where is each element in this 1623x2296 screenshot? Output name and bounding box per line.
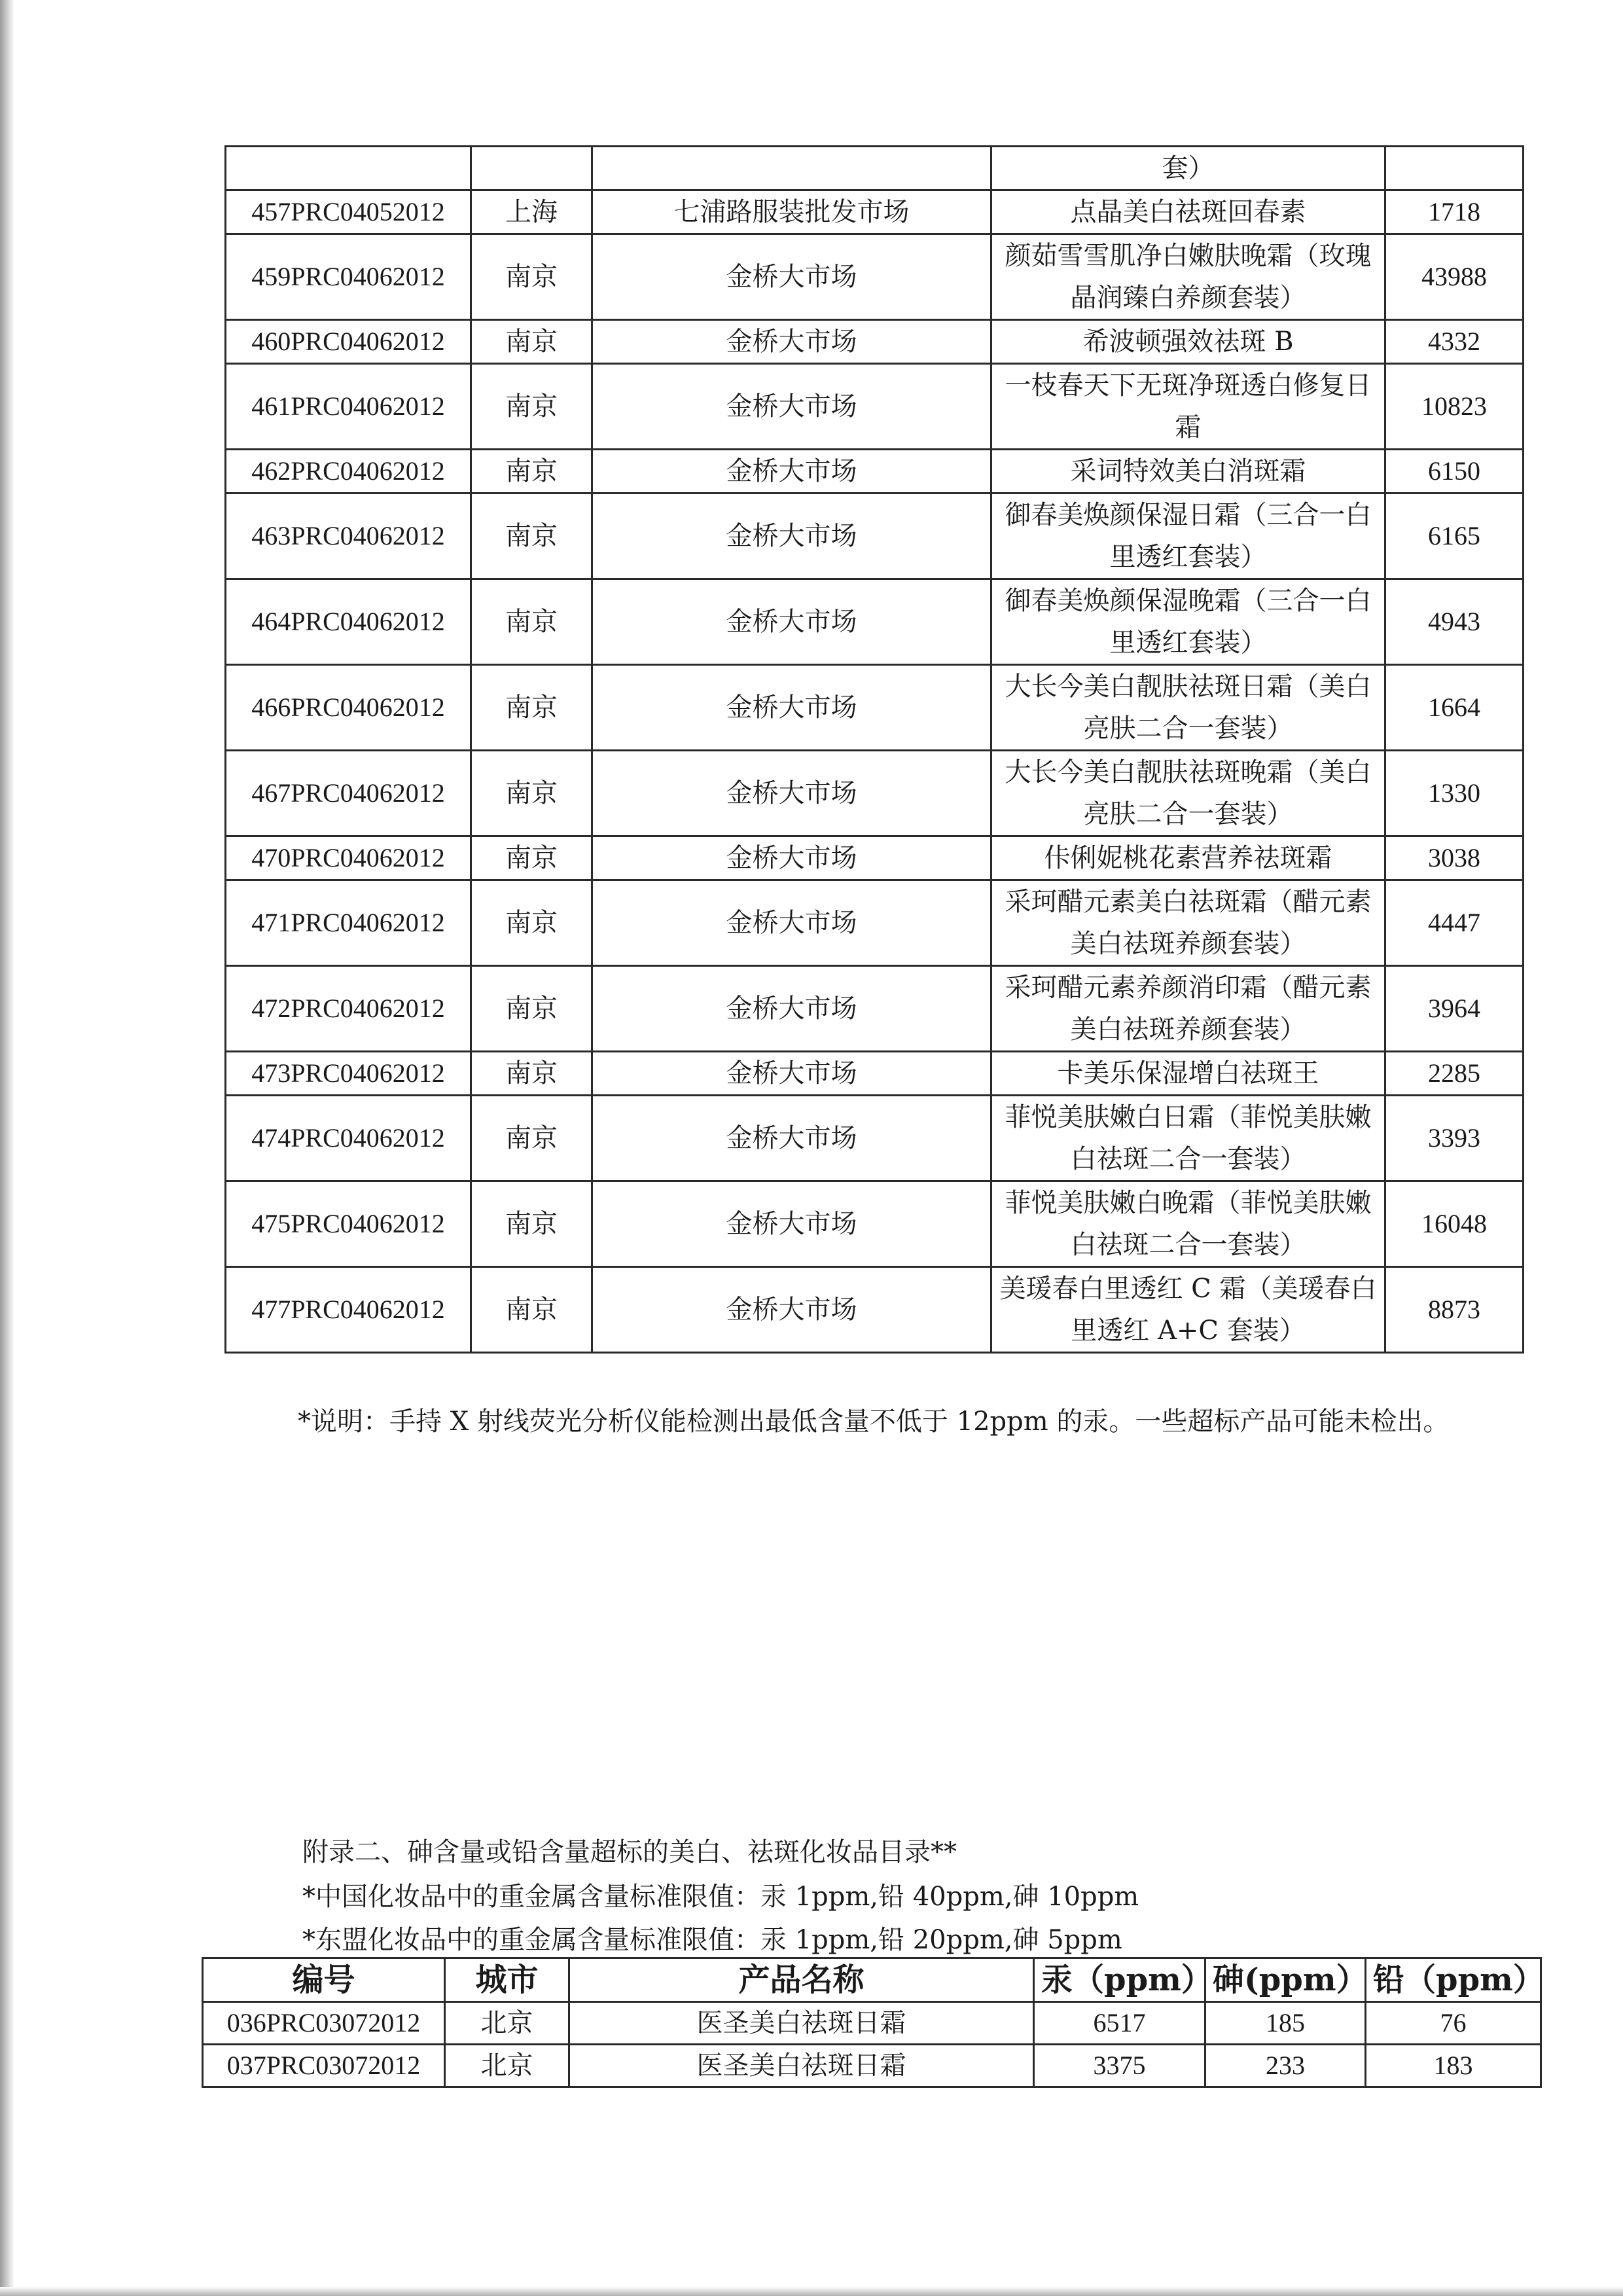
cell-mercury: 3375 (1034, 2045, 1205, 2087)
table-row (226, 147, 1524, 190)
cell-code: 463PRC04062012 (226, 493, 471, 579)
table-row (226, 450, 1524, 493)
cell-product: 卡美乐保湿增白祛斑王 (991, 1052, 1385, 1096)
cell-market: 金桥大市场 (592, 751, 991, 836)
cell-city: 北京 (445, 2045, 569, 2087)
cell-market: 金桥大市场 (592, 665, 991, 751)
cell-product: 希波顿强效祛斑 B (991, 320, 1385, 364)
table-row (226, 493, 1524, 579)
cell-mercury: 2285 (1385, 1052, 1524, 1096)
cell-city: 南京 (471, 836, 592, 880)
table-row (226, 234, 1524, 320)
cell-product: 御春美焕颜保湿晚霜（三合一白里透红套装） (991, 579, 1385, 665)
cell-product: 套） (991, 147, 1385, 190)
cell-mercury: 16048 (1385, 1181, 1524, 1267)
cell-code: 462PRC04062012 (226, 450, 471, 493)
table-row (226, 579, 1524, 665)
table-row (226, 665, 1524, 751)
cell-product: 佧俐妮桃花素营养祛斑霜 (991, 836, 1385, 880)
cell-city: 南京 (471, 1267, 592, 1353)
cell-market: 金桥大市场 (592, 836, 991, 880)
header-code: 编号 (203, 1958, 445, 2002)
table-row (226, 836, 1524, 880)
scan-edge (0, 0, 14, 2296)
header-lead: 铅（ppm） (1366, 1958, 1541, 2002)
cell-mercury: 43988 (1385, 234, 1524, 320)
cell-mercury: 4447 (1385, 880, 1524, 966)
table-row (203, 2045, 1541, 2087)
cell-code: 471PRC04062012 (226, 880, 471, 966)
cell-product: 大长今美白靓肤祛斑日霜（美白亮肤二合一套装） (991, 665, 1385, 751)
cell-mercury: 1664 (1385, 665, 1524, 751)
scan-edge (0, 2287, 1623, 2296)
cell-city: 南京 (471, 450, 592, 493)
cell-lead: 76 (1366, 2002, 1541, 2045)
cell-market: 金桥大市场 (592, 1181, 991, 1267)
table-row (226, 1096, 1524, 1181)
cell-product: 御春美焕颜保湿日霜（三合一白里透红套装） (991, 493, 1385, 579)
table-header-row (203, 1958, 1541, 2002)
cell-mercury (1385, 147, 1524, 190)
table-row (226, 1267, 1524, 1353)
cell-mercury: 4332 (1385, 320, 1524, 364)
cell-product: 菲悦美肤嫩白晚霜（菲悦美肤嫩白祛斑二合一套装） (991, 1181, 1385, 1267)
table-row (226, 751, 1524, 836)
header-city: 城市 (445, 1958, 569, 2002)
cell-code: 036PRC03072012 (203, 2002, 445, 2045)
cell-code (226, 147, 471, 190)
cell-product: 采珂醋元素养颜消印霜（醋元素美白祛斑养颜套装） (991, 966, 1385, 1052)
cell-mercury: 6165 (1385, 493, 1524, 579)
cell-city: 北京 (445, 2002, 569, 2045)
cell-city (471, 147, 592, 190)
cell-product: 美瑗春白里透红 C 霜（美瑗春白里透红 A+C 套装） (991, 1267, 1385, 1353)
cell-product: 大长今美白靓肤祛斑晚霜（美白亮肤二合一套装） (991, 751, 1385, 836)
table-row (226, 1052, 1524, 1096)
cell-product: 采词特效美白消斑霜 (991, 450, 1385, 493)
header-mercury: 汞（ppm） (1034, 1958, 1205, 2002)
cell-mercury: 3964 (1385, 966, 1524, 1052)
cell-city: 上海 (471, 190, 592, 234)
cell-market: 金桥大市场 (592, 364, 991, 450)
cell-product: 一枝春天下无斑净斑透白修复日霜 (991, 364, 1385, 450)
header-product: 产品名称 (569, 1958, 1034, 2002)
cell-mercury: 4943 (1385, 579, 1524, 665)
heavy-metal-table (202, 1957, 1542, 2088)
cell-code: 473PRC04062012 (226, 1052, 471, 1096)
cell-mercury: 3393 (1385, 1096, 1524, 1181)
cell-mercury: 10823 (1385, 364, 1524, 450)
cell-code: 460PRC04062012 (226, 320, 471, 364)
cell-market: 金桥大市场 (592, 493, 991, 579)
cell-city: 南京 (471, 1181, 592, 1267)
table-row (226, 966, 1524, 1052)
cell-market: 金桥大市场 (592, 234, 991, 320)
cell-market: 金桥大市场 (592, 450, 991, 493)
cell-arsenic: 233 (1205, 2045, 1366, 2087)
cell-market: 金桥大市场 (592, 579, 991, 665)
cell-city: 南京 (471, 880, 592, 966)
cell-code: 474PRC04062012 (226, 1096, 471, 1181)
cell-city: 南京 (471, 1052, 592, 1096)
cell-mercury: 1718 (1385, 190, 1524, 234)
cell-product: 采珂醋元素美白祛斑霜（醋元素美白祛斑养颜套装） (991, 880, 1385, 966)
cell-market (592, 147, 991, 190)
cell-product: 颜茹雪雪肌净白嫩肤晚霜（玫瑰晶润臻白养颜套装） (991, 234, 1385, 320)
cell-city: 南京 (471, 493, 592, 579)
cell-product: 菲悦美肤嫩白日霜（菲悦美肤嫩白祛斑二合一套装） (991, 1096, 1385, 1181)
table-row (226, 1181, 1524, 1267)
cell-market: 金桥大市场 (592, 1052, 991, 1096)
cell-city: 南京 (471, 966, 592, 1052)
cell-city: 南京 (471, 579, 592, 665)
cell-product: 点晶美白祛斑回春素 (991, 190, 1385, 234)
cell-code: 461PRC04062012 (226, 364, 471, 450)
cell-mercury: 8873 (1385, 1267, 1524, 1353)
table-row (226, 190, 1524, 234)
cell-market: 金桥大市场 (592, 880, 991, 966)
cell-city: 南京 (471, 234, 592, 320)
cell-city: 南京 (471, 320, 592, 364)
cell-mercury: 6517 (1034, 2002, 1205, 2045)
header-arsenic: 砷(ppm） (1205, 1958, 1366, 2002)
cell-market: 金桥大市场 (592, 966, 991, 1052)
cell-code: 464PRC04062012 (226, 579, 471, 665)
cell-market: 金桥大市场 (592, 320, 991, 364)
cell-code: 477PRC04062012 (226, 1267, 471, 1353)
cell-market: 七浦路服装批发市场 (592, 190, 991, 234)
cell-code: 475PRC04062012 (226, 1181, 471, 1267)
standard-asean: *东盟化妆品中的重金属含量标准限值：汞 1ppm,铅 20ppm,砷 5ppm (302, 1925, 1122, 1955)
cell-code: 457PRC04052012 (226, 190, 471, 234)
cell-market: 金桥大市场 (592, 1267, 991, 1353)
table-row (226, 880, 1524, 966)
detection-note: *说明：手持 X 射线荧光分析仪能检测出最低含量不低于 12ppm 的汞。一些超标产品可能未检出。 (298, 1407, 1450, 1437)
table-row (226, 364, 1524, 450)
cell-mercury: 1330 (1385, 751, 1524, 836)
cell-city: 南京 (471, 665, 592, 751)
cell-mercury: 6150 (1385, 450, 1524, 493)
cell-code: 472PRC04062012 (226, 966, 471, 1052)
cell-code: 459PRC04062012 (226, 234, 471, 320)
cell-arsenic: 185 (1205, 2002, 1366, 2045)
table-row (203, 2002, 1541, 2045)
cell-code: 470PRC04062012 (226, 836, 471, 880)
cell-product: 医圣美白祛斑日霜 (569, 2045, 1034, 2087)
cell-code: 467PRC04062012 (226, 751, 471, 836)
cell-code: 037PRC03072012 (203, 2045, 445, 2087)
cell-product: 医圣美白祛斑日霜 (569, 2002, 1034, 2045)
cell-city: 南京 (471, 1096, 592, 1181)
cell-city: 南京 (471, 364, 592, 450)
cell-lead: 183 (1366, 2045, 1541, 2087)
table-row (226, 320, 1524, 364)
products-mercury-table (224, 145, 1524, 1354)
cell-city: 南京 (471, 751, 592, 836)
appendix-title: 附录二、砷含量或铅含量超标的美白、祛斑化妆品目录** (302, 1837, 957, 1867)
standard-china: *中国化妆品中的重金属含量标准限值：汞 1ppm,铅 40ppm,砷 10ppm (302, 1882, 1139, 1912)
cell-market: 金桥大市场 (592, 1096, 991, 1181)
cell-code: 466PRC04062012 (226, 665, 471, 751)
cell-mercury: 3038 (1385, 836, 1524, 880)
